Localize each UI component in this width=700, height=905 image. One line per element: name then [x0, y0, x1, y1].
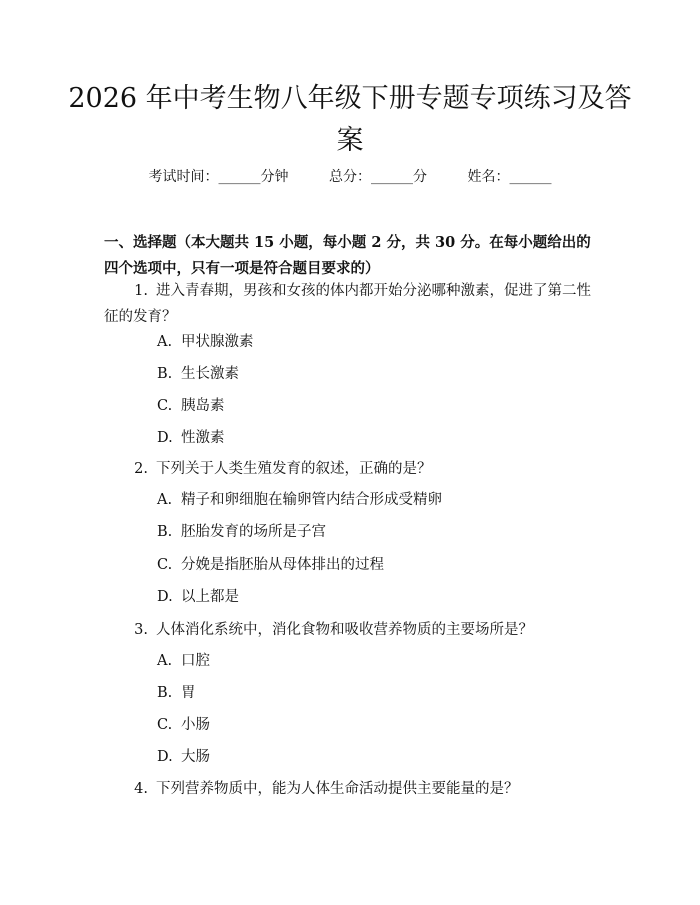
option-2a	[157, 488, 597, 512]
exam-title: 2026 年中考生物八年级下册专题专项练习及答案	[68, 83, 632, 156]
question-3	[104, 617, 604, 643]
question-text: 下列营养物质中，能为人体生命活动提供主要能量的是？	[156, 781, 519, 797]
option-label: D.	[157, 430, 173, 446]
option-label: C.	[157, 557, 173, 573]
option-text: 胚胎发育的场所是子宫	[181, 524, 326, 540]
option-label: B.	[157, 524, 173, 540]
option-1d	[157, 426, 597, 450]
question-text: 人体消化系统中，消化食物和吸收营养物质的主要场所是？	[156, 622, 533, 638]
question-number: 2.	[134, 461, 148, 477]
option-label: A.	[157, 492, 173, 508]
option-label: A.	[157, 653, 173, 669]
option-text: 以上都是	[181, 589, 239, 605]
option-label: D.	[157, 749, 173, 765]
option-3b	[157, 681, 597, 705]
question-4	[104, 776, 604, 802]
question-text: 下列关于人类生殖发育的叙述，正确的是？	[156, 461, 432, 477]
option-text: 生长激素	[181, 366, 239, 382]
question-number: 4.	[134, 781, 148, 797]
option-label: D.	[157, 589, 173, 605]
option-3c	[157, 713, 597, 737]
question-number: 3.	[134, 622, 148, 638]
option-text: 小肠	[181, 717, 210, 733]
option-label: C.	[157, 717, 173, 733]
option-text: 大肠	[181, 749, 210, 765]
question-2	[104, 456, 604, 482]
option-text: 性激素	[181, 430, 225, 446]
option-2b	[157, 520, 597, 544]
section-heading: 一、选择题（本大题共 15 小题，每小题 2 分，共 30 分。在每小题给出的四个选项中，只有一项是符合题目要求的）	[104, 234, 591, 277]
option-1c	[157, 394, 597, 418]
option-label: B.	[157, 366, 173, 382]
option-2d	[157, 585, 597, 609]
option-1a	[157, 330, 597, 354]
student-name-field: 姓名：______	[467, 169, 552, 185]
question-text: 进入青春期，男孩和女孩的体内都开始分泌哪种激素，促进了第二性征的发育？	[104, 283, 591, 325]
option-3a	[157, 649, 597, 673]
option-label: A.	[157, 334, 173, 350]
option-3d	[157, 745, 597, 769]
option-text: 口腔	[181, 653, 210, 669]
option-text: 胰岛素	[181, 398, 225, 414]
total-score-field: 总分：______分	[329, 169, 427, 185]
option-label: B.	[157, 685, 173, 701]
option-label: C.	[157, 398, 173, 414]
exam-time-field: 考试时间：______分钟	[148, 169, 289, 185]
option-text: 精子和卵细胞在输卵管内结合形成受精卵	[181, 492, 442, 508]
option-text: 胃	[181, 685, 196, 701]
option-1b	[157, 362, 597, 386]
exam-info-line	[0, 166, 700, 188]
question-1	[104, 278, 604, 330]
option-text: 分娩是指胚胎从母体排出的过程	[181, 557, 384, 573]
option-2c	[157, 553, 597, 577]
option-text: 甲状腺激素	[181, 334, 254, 350]
question-number: 1.	[134, 283, 148, 299]
